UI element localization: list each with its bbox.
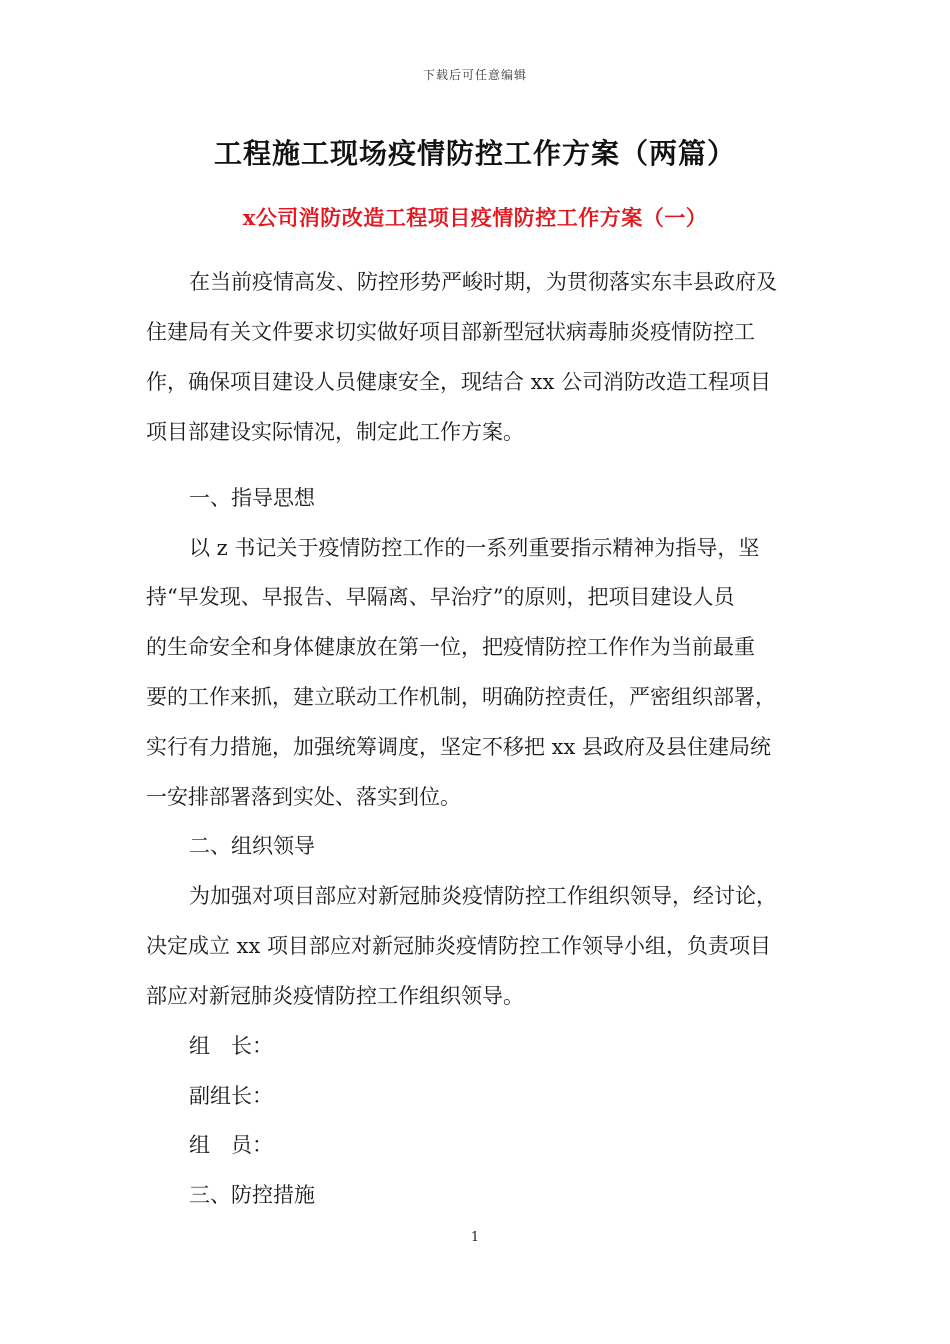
role-member: 组 员： (189, 1133, 273, 1157)
section-line: 要的工作来抓，建立联动工作机制，明确防控责任，严密组织部署， (146, 685, 776, 709)
section-line: 决定成立 xx 项目部应对新冠肺炎疫情防控工作领导小组，负责项目 (146, 934, 772, 958)
section-line: 为加强对项目部应对新冠肺炎疫情防控工作组织领导，经讨论， (189, 884, 777, 908)
section-heading: 一、指导思想 (189, 486, 315, 510)
intro-line: 住建局有关文件要求切实做好项目部新型冠状病毒肺炎疫情防控工 (146, 320, 755, 344)
document-subtitle: x公司消防改造工程项目疫情防控工作方案（一） (242, 205, 708, 230)
section-line: 以 z 书记关于疫情防控工作的一系列重要指示精神为指导，坚 (189, 536, 760, 560)
section-line: 部应对新冠肺炎疫情防控工作组织领导。 (146, 984, 524, 1008)
section-heading: 二、组织领导 (189, 834, 315, 858)
page-number: 1 (470, 1230, 480, 1245)
role-deputy-leader: 副组长： (189, 1084, 273, 1108)
document-title: 工程施工现场疫情防控工作方案（两篇） (213, 137, 736, 170)
intro-line: 在当前疫情高发、防控形势严峻时期，为贯彻落实东丰县政府及 (189, 270, 777, 294)
section-line: 的生命安全和身体健康放在第一位，把疫情防控工作作为当前最重 (146, 635, 755, 659)
role-leader: 组 长： (189, 1034, 273, 1058)
section-line: 实行有力措施，加强统筹调度，坚定不移把 xx 县政府及县住建局统 (146, 735, 772, 759)
header-note: 下载后可任意编辑 (422, 68, 527, 82)
section-line: 一安排部署落到实处、落实到位。 (146, 785, 461, 809)
section-heading: 三、防控措施 (189, 1183, 315, 1207)
intro-line: 项目部建设实际情况，制定此工作方案。 (146, 420, 524, 444)
section-line: 持“早发现、早报告、早隔离、早治疗”的原则，把项目建设人员 (146, 585, 735, 609)
intro-line: 作，确保项目建设人员健康安全，现结合 xx 公司消防改造工程项目 (146, 370, 772, 394)
